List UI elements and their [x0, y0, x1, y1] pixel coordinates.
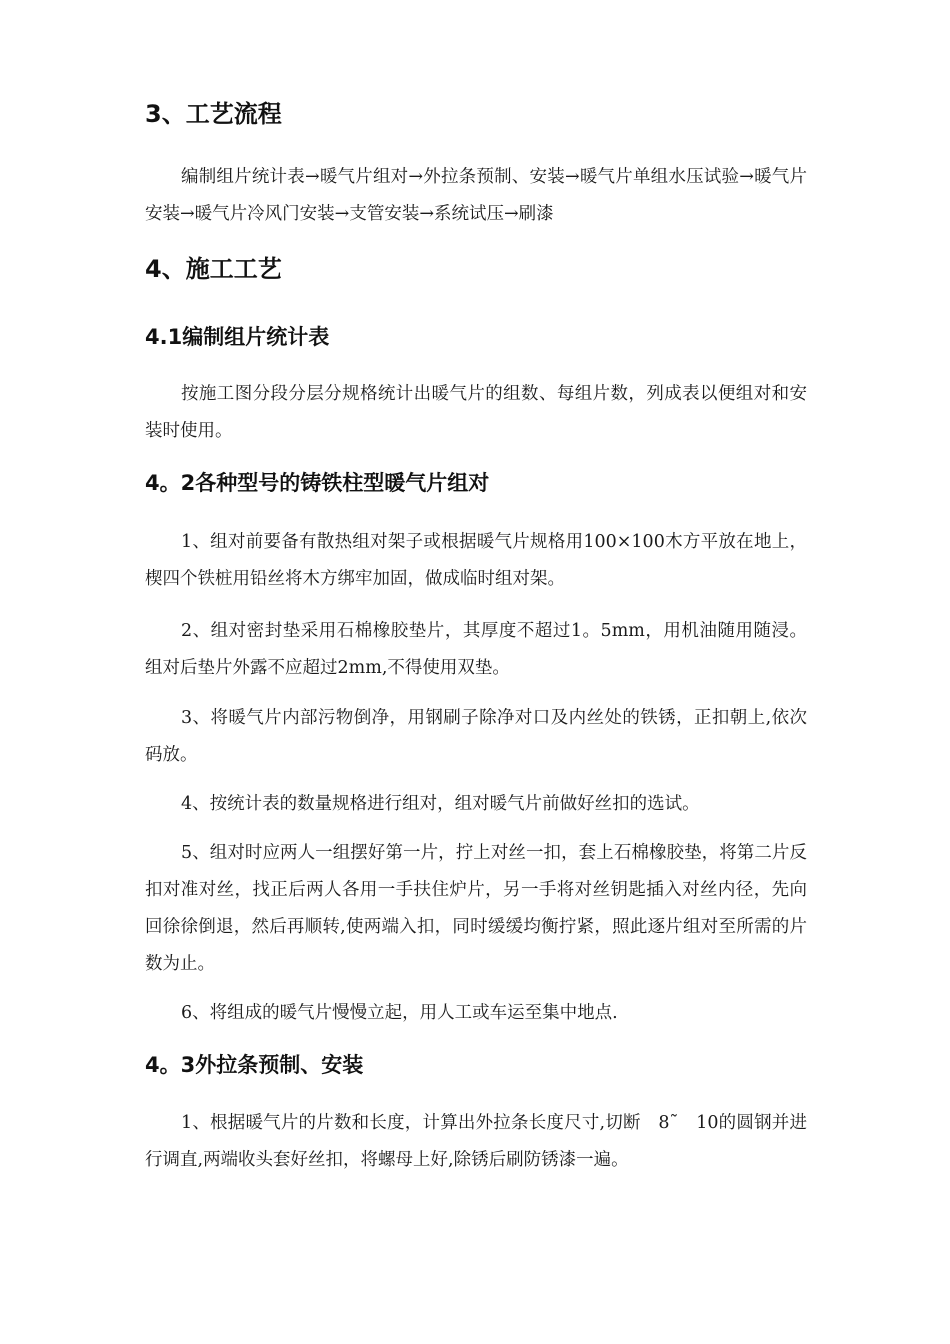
paragraph-4-2-item-6: 6、将组成的暖气片慢慢立起，用人工或车运至集中地点.	[181, 1003, 618, 1023]
paragraph-4-2-item-3: 3、将暖气片内部污物倒净，用钢刷子除净对口及内丝处的铁锈，正扣朝上,依次码放。	[145, 708, 807, 765]
paragraph-4-2-item-1: 1、组对前要备有散热组对架子或根据暖气片规格用100×100木方平放在地上，楔四个铁桩用铅丝将木方绑牢加固，做成临时组对架。	[145, 532, 807, 589]
paragraph-4-2-item-5: 5、组对时应两人一组摆好第一片，拧上对丝一扣，套上石棉橡胶垫，将第二片反扣对准对丝，找正后两人各用一手扶住炉片，另一手将对丝钥匙插入对丝内径，先向回徐徐倒退，然后再顺转,使两端入扣，同时缓缓均衡拧紧，照此逐片组对至所需的片数为止。	[145, 843, 807, 974]
heading-section-4-3: 4。3外拉条预制、安装	[145, 1053, 364, 1077]
heading-section-4-1: 4.1编制组片统计表	[145, 325, 330, 349]
heading-section-4-2: 4。2各种型号的铸铁柱型暖气片组对	[145, 471, 490, 495]
heading-section-3: 3、工艺流程	[145, 100, 282, 128]
paragraph-4-3-item-1: 1、根据暖气片的片数和长度，计算出外拉条长度尺寸,切断 8˜ 10的圆钢并进行调直,两端收头套好丝扣，将螺母上好,除锈后刷防锈漆一遍。	[145, 1113, 807, 1170]
paragraph-4-2-item-2: 2、组对密封垫采用石棉橡胶垫片，其厚度不超过1。5mm，用机油随用随浸。组对后垫片外露不应超过2mm,不得使用双垫。	[145, 621, 807, 678]
paragraph-4-2-item-4: 4、按统计表的数量规格进行组对，组对暖气片前做好丝扣的选试。	[181, 794, 700, 814]
paragraph-process-flow: 编制组片统计表→暖气片组对→外拉条预制、安装→暖气片单组水压试验→暖气片安装→暖气片冷风门安装→支管安装→系统试压→刷漆	[145, 167, 807, 224]
paragraph-4-1: 按施工图分段分层分规格统计出暖气片的组数、每组片数，列成表以便组对和安装时使用。	[145, 384, 807, 441]
heading-section-4: 4、施工工艺	[145, 255, 282, 283]
